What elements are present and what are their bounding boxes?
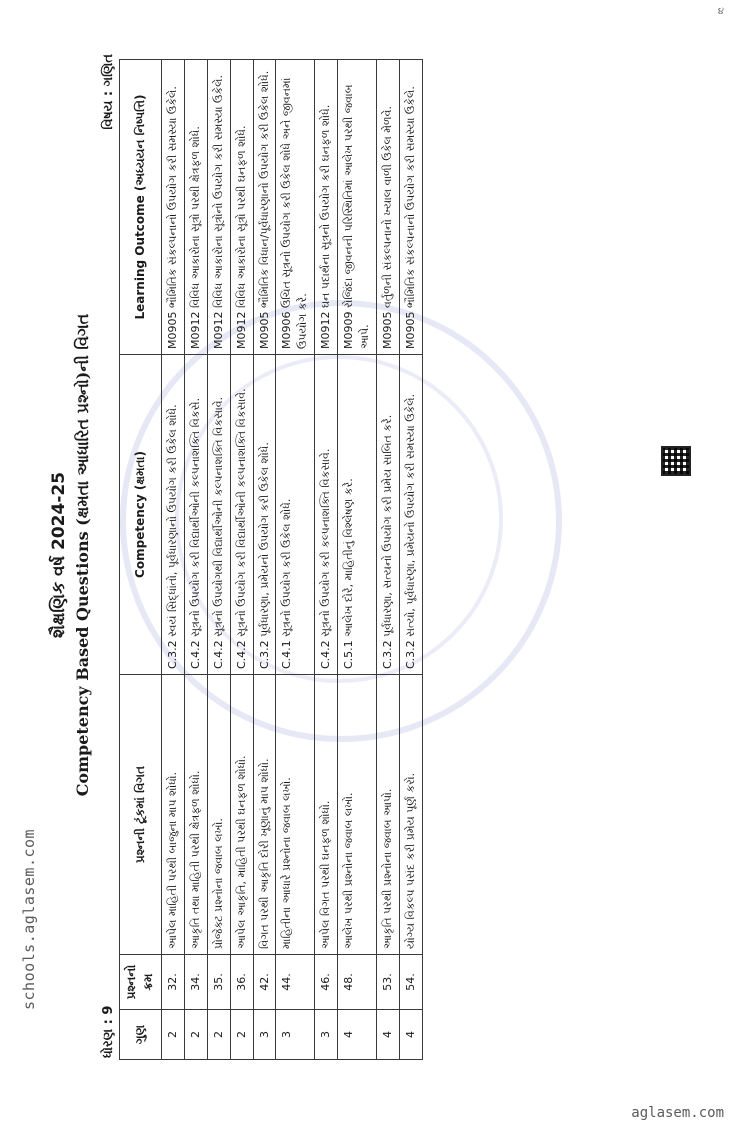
cell-detail: આકૃતિ પરથી પ્રશ્નોના જવાબ આપો. bbox=[377, 675, 400, 955]
table-row bbox=[315, 60, 338, 1060]
cell-competency: C.4.2 સૂત્રનો ઉપયોગ કરી વિદ્યાર્થીઓની કલ્પનાશક્તિ વિકસે. bbox=[184, 355, 207, 675]
cell-learning-outcome: M0912 વિવિધ આકારોના સૂત્રો પરથી ક્ષેત્રફળ શોધે. bbox=[184, 60, 207, 355]
cell-detail: યોગ્ય વિકલ્પ પસંદ કરી પ્રમેય પૂર્ણ કરો. bbox=[400, 675, 423, 955]
cell-marks: 4 bbox=[338, 1010, 377, 1060]
cell-qno: 53. bbox=[377, 955, 400, 1010]
cell-qno: 54. bbox=[400, 955, 423, 1010]
cell-marks: 3 bbox=[276, 1010, 315, 1060]
subject-label: વિષય : ગણિત bbox=[101, 54, 116, 130]
cell-detail: આકૃતિ તથા માહિતી પરથી ક્ષેત્રફળ શોધો. bbox=[184, 675, 207, 955]
cell-qno: 32. bbox=[161, 955, 184, 1010]
cell-marks: 2 bbox=[161, 1010, 184, 1060]
cell-qno: 35. bbox=[207, 955, 230, 1010]
cell-detail: આપેલ વિગત પરથી ઘનફળ શોધો. bbox=[315, 675, 338, 955]
competency-table bbox=[119, 59, 423, 1060]
cell-marks: 2 bbox=[207, 1010, 230, 1060]
cell-detail: આપેલ માહિતી પરથી બાજુના માપ શોધો. bbox=[161, 675, 184, 955]
cell-marks: 4 bbox=[377, 1010, 400, 1060]
cell-learning-outcome: M0912 વિવિધ આકારોના સૂત્રો પરથી ઘનફળ શોધે. bbox=[230, 60, 253, 355]
side-watermark-url: schools.aglasem.com bbox=[20, 828, 38, 1010]
cell-qno: 48. bbox=[338, 955, 377, 1010]
table-row bbox=[184, 60, 207, 1060]
col-header-competency: Competency (ક્ષમતા) bbox=[120, 355, 162, 675]
col-header-qno: પ્રશ્નનો ક્રમ bbox=[120, 955, 162, 1010]
cell-learning-outcome: M0905 ભૌમિતિક સંકલ્પનાનો ઉપયોગ કરી સમસ્યા ઉકેલે. bbox=[400, 60, 423, 355]
qr-code bbox=[661, 446, 691, 476]
cell-marks: 3 bbox=[253, 1010, 276, 1060]
cell-detail: આલેખ પરથી પ્રશ્નોના જવાબ લખો. bbox=[338, 675, 377, 955]
cell-detail: માહિતીના આધારે પ્રશ્નોના જવાબ લખો. bbox=[276, 675, 315, 955]
cell-learning-outcome: M0905 ભૌમિતિક વિધાન/પૂર્વધારણાનો ઉપયોગ કરી ઉકેલ શોધે. bbox=[253, 60, 276, 355]
col-header-detail: પ્રશ્નની ટૂંકમાં વિગત bbox=[120, 675, 162, 955]
table-row bbox=[230, 60, 253, 1060]
cell-competency: C.4.2 સૂત્રનો ઉપયોગ કરી કલ્પનાશક્તિ વિકસાવે. bbox=[315, 355, 338, 675]
col-header-marks: ગુણ bbox=[120, 1010, 162, 1060]
cell-competency: C.3.2 પૂર્વધારણા, પ્રમેયનો ઉપયોગ કરી ઉકેલ શોધે. bbox=[253, 355, 276, 675]
table-row bbox=[276, 60, 315, 1060]
cell-qno: 42. bbox=[253, 955, 276, 1010]
cell-marks: 2 bbox=[230, 1010, 253, 1060]
cell-detail: વિગત પરથી આકૃતિ દોરી ખૂણાનું માપ શોધો. bbox=[253, 675, 276, 955]
cell-competency: C.5.1 આલેખ દોરે, માહિતીનું વિશ્લેષણ કરે. bbox=[338, 355, 377, 675]
cell-marks: 2 bbox=[184, 1010, 207, 1060]
cell-competency: C.3.2 સ્વયં સિદ્ધાંતો, પૂર્વધારણાનો ઉપયોગ કરી ઉકેલ શોધે. bbox=[161, 355, 184, 675]
table-row bbox=[207, 60, 230, 1060]
cell-qno: 34. bbox=[184, 955, 207, 1010]
cell-learning-outcome: M0912 ઘન પદાર્થના સૂત્રનો ઉપયોગ કરી ઘનફળ શોધે. bbox=[315, 60, 338, 355]
cell-marks: 3 bbox=[315, 1010, 338, 1060]
cell-learning-outcome: M0906 ઉચિત સૂત્રનો ઉપયોગ કરી ઉકેલ શોધે અને જીવનમાં ઉપયોગ કરે. bbox=[276, 60, 315, 355]
table-row bbox=[161, 60, 184, 1060]
cell-learning-outcome: M0905 વર્તુળની સંકલ્પનાનો ખ્યાલ વાળી ઉકેલ મેળવે. bbox=[377, 60, 400, 355]
cell-qno: 46. bbox=[315, 955, 338, 1010]
table-row bbox=[253, 60, 276, 1060]
table-row bbox=[400, 60, 423, 1060]
cell-learning-outcome: M0912 વિવિધ આકારોના સૂત્રોનો ઉપયોગ કરી સમસ્યા ઉકેલે. bbox=[207, 60, 230, 355]
page-number: ૪ bbox=[717, 6, 724, 17]
col-header-learning-outcome: Learning Outcome (અધ્યયન નિષ્પત્તિ) bbox=[120, 60, 162, 355]
cell-competency: C.4.1 સૂત્રનો ઉપયોગ કરી ઉકેલ શોધે. bbox=[276, 355, 315, 675]
standard-label: ધોરણ : 9 bbox=[101, 1005, 116, 1058]
page-title: શૈક્ષણિક વર્ષ 2024-25 bbox=[49, 471, 69, 639]
cell-learning-outcome: M0909 રોજિંદા જીવનની પરિસ્થિતિમાં આલેખ પરથી જવાબ આપે. bbox=[338, 60, 377, 355]
table-header-row bbox=[120, 60, 162, 1060]
cell-marks: 4 bbox=[400, 1010, 423, 1060]
cell-qno: 36. bbox=[230, 955, 253, 1010]
cell-competency: C.3.2 સત્યો, પૂર્વધારણા, પ્રમેયનો ઉપયોગ કરી સમસ્યા ઉકેલે. bbox=[400, 355, 423, 675]
cell-detail: પ્રોજેક્ટ પ્રશ્નોના જવાબ લખો. bbox=[207, 675, 230, 955]
cell-detail: આપેલ આકૃતિ, માહિતી પરથી ઘનફળ શોધો. bbox=[230, 675, 253, 955]
cell-learning-outcome: M0905 ભૌમિતિક સંકલ્પનાનો ઉપયોગ કરી સમસ્યા ઉકેલે. bbox=[161, 60, 184, 355]
rotated-page-content bbox=[49, 50, 689, 1060]
table-row bbox=[338, 60, 377, 1060]
table-row bbox=[377, 60, 400, 1060]
cell-competency: C.4.2 સૂત્રનો ઉપયોગ કરી વિદ્યાર્થીઓની કલ્પનાશક્તિ વિકસાવે. bbox=[230, 355, 253, 675]
cell-competency: C.3.2 પૂર્વધારણા, સત્યનો ઉપયોગ કરી પ્રમેય સાબિત કરે. bbox=[377, 355, 400, 675]
cell-qno: 44. bbox=[276, 955, 315, 1010]
page-subtitle: Competency Based Questions (ક્ષમતા આધારિત પ્રશ્નો)ની વિગત bbox=[73, 313, 92, 797]
cell-competency: C.4.2 સૂત્રનો ઉપયોગથી વિદ્યાર્થીઓની કલ્પનાશક્તિ વિકસાવે. bbox=[207, 355, 230, 675]
bottom-watermark-url: aglasem.com bbox=[631, 1105, 724, 1121]
